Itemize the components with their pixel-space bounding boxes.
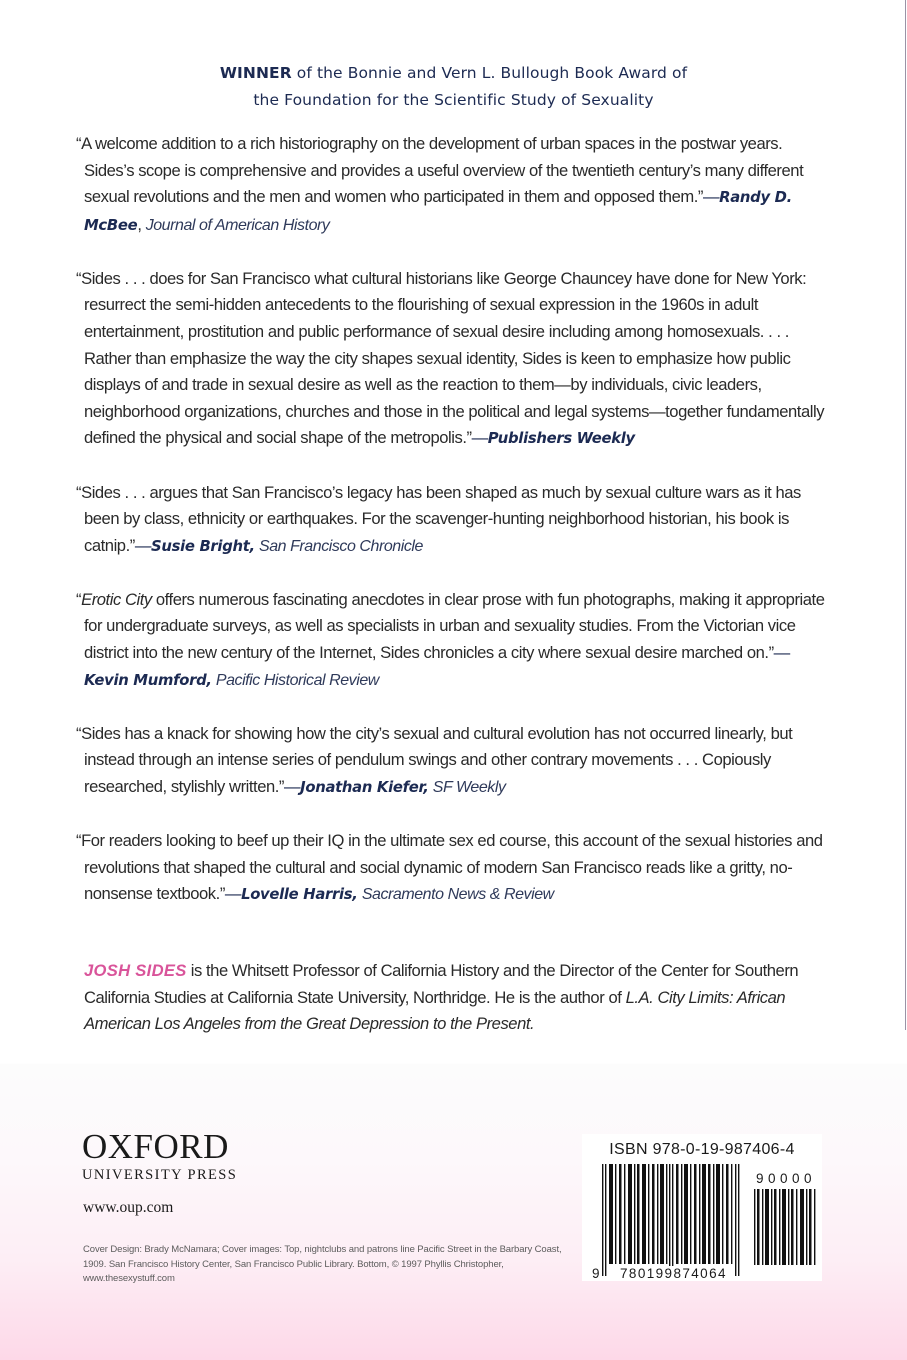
quote-dash: —: [134, 535, 151, 555]
quote-text: “A welcome addition to a rich historiography on the development of urban spaces in the postwar years. Sides’s scope is comprehensive and provides a useful overview of the twentieth century’s many different sexual revolutions and the men and women who participated in them and opposed them.”: [76, 134, 804, 207]
quote-reviewer: Kevin Mumford,: [84, 671, 212, 689]
quote-text: “For readers looking to beef up their IQ in the ultimate sex ed course, this account of the sexual histories and revolutions that shaped the cultural and social dynamic of modern San Francisco reads like a gritty, no-nonsense textbook.”: [76, 830, 823, 904]
quote-text: “Sides has a knack for showing how the city’s sexual and cultural evolution has not occurred linearly, but instead through an intense series of pendulum swings and other contrary movements . . . Copiously researched, stylishly written.”: [76, 723, 793, 796]
author-bio: [84, 958, 834, 1038]
barcode-addon-number: 90000: [756, 1171, 817, 1186]
quote-dash: —: [224, 884, 242, 904]
award-lead: WINNER: [219, 64, 292, 82]
cover-credits: Cover Design: Brady McNamara; Cover images: Top, nightclubs and patrons line Pacific Street in the Barbary Coast, 1909. San Francisco History Center, San Francisco Public Library. Bottom, © 1997 Phyllis Christopher, www.thesexystuff.com: [83, 1244, 562, 1284]
isbn-barcode: [582, 1134, 822, 1281]
publisher-url[interactable]: www.oup.com: [83, 1199, 174, 1216]
award-line2: the Foundation for the Scientific Study of Sexuality: [253, 91, 654, 109]
barcode-digits: 780199874064: [620, 1266, 727, 1281]
publisher-logo: [82, 1127, 238, 1184]
author-name: JOSH SIDES: [84, 961, 187, 980]
publisher-subtitle: UNIVERSITY PRESS: [82, 1167, 238, 1183]
award-line1: of the Bonnie and Vern L. Bullough Book Award of: [291, 64, 688, 82]
page-edge-line: [905, 0, 906, 1030]
quote-reviewer: Susie Bright,: [150, 537, 255, 555]
bio-book-title: L.A. City Limits: African American Los Angeles from the Great Depression to the Present.: [84, 987, 786, 1034]
quote-text: offers numerous fascinating anecdotes in clear prose with fun photographs, making it appropriate for undergraduate surveys, as well as specialists in urban and sexuality studies. From the Victorian vice district into the new century of the Internet, Sides chronicles a city where sexual desire marched on.”: [84, 589, 825, 662]
quote-separator: ,: [137, 214, 146, 234]
quote-publication: Sacramento News & Review: [361, 886, 554, 904]
quote-dash: —: [773, 643, 790, 662]
quote-publication: SF Weekly: [432, 778, 506, 796]
quote-dash: —: [702, 187, 720, 207]
publisher-name: OXFORD: [82, 1127, 229, 1166]
review-quote: [76, 480, 826, 561]
review-quote: [76, 587, 826, 694]
quote-publication: San Francisco Chronicle: [258, 537, 423, 555]
quote-text: “Sides . . . does for San Francisco what cultural historians like George Chauncey have done for New York: resurrect the semi-hidden antecedents to the flourishing of sexual expression in the 1960s in adult entertainment, prostitution and public performance of sexual desire including among homosexuals. . . . Rather than emphasize the way the city shapes sexual identity, Sides is keen to emphasize how public displays of and trade in sexual desire as well as the reaction to them—by individuals, civic leaders, neighborhood organizations, churches and those in the political and legal systems—together fundamentally defined the physical and social shape of the metropolis.”: [76, 268, 825, 448]
quote-text: “Sides . . . argues that San Francisco’s legacy has been shaped as much by sexual culture wars as it has been by class, ethnicity or earthquakes. For the scavenger-hunting neighborhood historian, his book is catnip.”: [76, 482, 801, 555]
review-quote: [76, 721, 826, 802]
quote-book-title: Erotic City: [81, 589, 152, 609]
review-quote: [76, 828, 826, 909]
quote-dash: —: [471, 428, 488, 448]
addon-bars-icon: [754, 1189, 816, 1265]
quote-open-mark: “: [76, 589, 82, 609]
quote-reviewer: Publishers Weekly: [487, 430, 635, 448]
quote-dash: —: [284, 776, 301, 796]
quote-reviewer: Randy D. McBee: [84, 189, 792, 234]
review-quote: [76, 131, 826, 239]
quote-publication: Journal of American History: [145, 216, 330, 234]
quote-publication: Pacific Historical Review: [215, 671, 379, 689]
barcode-first-digit: 9: [592, 1266, 600, 1281]
bio-text: is the Whitsett Professor of California History and the Director of the Center for Southern California Studies at California State University, Northridge. He is the author of: [84, 961, 799, 1007]
review-quotes: [76, 131, 826, 935]
review-quote: [76, 266, 826, 453]
barcode-bars-icon: [602, 1164, 744, 1276]
award-banner: [0, 60, 907, 114]
isbn-label: ISBN 978-0-19-987406-4: [609, 1141, 795, 1158]
quote-reviewer: Jonathan Kiefer,: [300, 778, 429, 796]
quote-reviewer: Lovelle Harris,: [241, 886, 358, 904]
